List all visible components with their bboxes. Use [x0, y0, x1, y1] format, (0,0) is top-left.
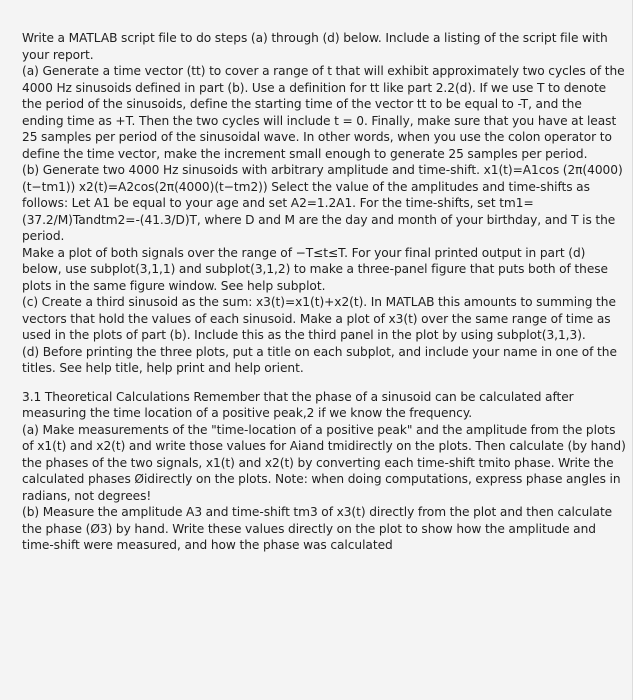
theory-b-paragraph: (b) Measure the amplitude A3 and time-shift tm3 of x3(t) directly from the plot and then calculate the phase (Ø3) by hand. Write these values directly on the plot to show how the amplitude and time-shift were measured, and how the phase was calculated [22, 505, 613, 552]
intro-paragraph: Write a MATLAB script file to do steps (a) through (d) below. Include a listing of the script file with your report. [22, 31, 608, 62]
problem-text [22, 30, 626, 554]
section-gap [22, 377, 626, 389]
theory-a-paragraph: (a) Make measurements of the "time-location of a positive peak" and the amplitude from the plots of x1(t) and x2(t) and write those values for Aiand tmidirectly on the plots. Then calculate (by hand) the phases of the two signals, x1(t) and x2(t) by converting each time-shift tmito phase. Write the calculated phases Øidirectly on the plots. Note: when doing computations, express phase angles in radians, not degrees! [22, 422, 626, 503]
theory-heading-paragraph: 3.1 Theoretical Calculations Remember that the phase of a sinusoid can be calculated after measuring the time location of a positive peak,2 if we know the frequency. [22, 389, 574, 420]
make-plot-paragraph: Make a plot of both signals over the range of −T≤t≤T. For your final printed output in part (d) below, use subplot(3,1,1) and subplot(3,1,2) to make a three-panel figure that puts both of these plots in the same figure window. See help subplot. [22, 245, 609, 293]
part-d-paragraph: (d) Before printing the three plots, put a title on each subplot, and include your name in one of the titles. See help title, help print and help orient. [22, 344, 617, 375]
part-a-paragraph: (a) Generate a time vector (tt) to cover a range of t that will exhibit approximately two cycles of the 4000 Hz sinusoids defined in part (b). Use a definition for tt like part 2.2(d). If we use T to denote the period of the sinusoids, define the starting time of the vector tt to be equal to -T, and the ending time as +T. Then the two cycles will include t = 0. Finally, make sure that you have at least 25 samples per period of the sinusoidal wave. In other words, when you use the colon operator to define the time vector, make the increment small enough to generate 25 samples per period. [22, 64, 625, 161]
part-c-paragraph: (c) Create a third sinusoid as the sum: x3(t)=x1(t)+x2(t). In MATLAB this amounts to summing the vectors that hold the values of each sinusoid. Make a plot of x3(t) over the same range of time as used in the plots of part (b). Include this as the third panel in the plot by using subplot(3,1,3). [22, 295, 616, 342]
part-b-paragraph: (b) Generate two 4000 Hz sinusoids with arbitrary amplitude and time-shift. x1(t)=A1cos (2π(4000)(t−tm1)) x2(t)=A2cos(2π(4000)(t−tm2)) Select the value of the amplitudes and time-shifts as follows: Let A1 be equal to your age and set A2=1.2A1. For the time-shifts, set tm1=(37.2/M)Tandtm2=-(41.3/D)T, where D and M are the day and month of your birthday, and T is the period. [22, 163, 623, 243]
